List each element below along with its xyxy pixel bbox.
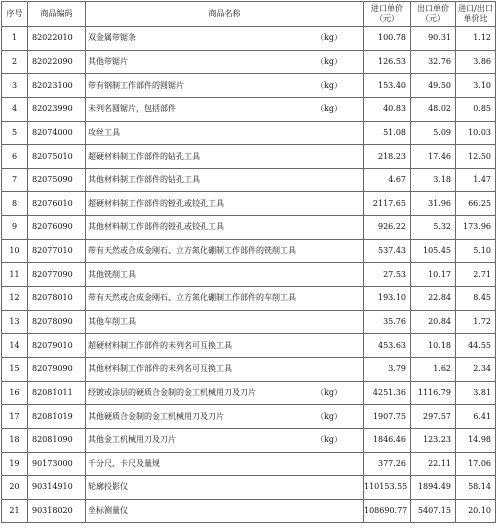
cell-ratio: 17.06 [456,452,496,476]
cell-export-price: 22.84 [411,287,456,311]
header-ratio [456,2,496,27]
cell-code: 82078090 [28,310,86,334]
cell-name [86,239,364,263]
cell-name [86,334,364,358]
product-name: 带有天然或合成金刚石、立方氮化硼制工作部件的车削工具 [88,293,296,303]
cell-import-price: 35.76 [364,310,411,334]
cell-ratio: 173.96 [456,216,496,240]
cell-seq: 1 [2,27,28,51]
cell-export-price: 297.57 [411,405,456,429]
header-import-price-line2: （元） [375,14,399,23]
unit-label: （kg） [316,56,342,66]
cell-seq: 16 [2,381,28,405]
cell-code: 82079090 [28,357,86,381]
header-import-price-line1: 进口单价 [371,4,403,13]
cell-export-price: 123.23 [411,428,456,452]
cell-code: 82077010 [28,239,86,263]
header-import-price [364,2,411,27]
cell-import-price: 377.26 [364,452,411,476]
cell-name [86,381,364,405]
product-name: 超硬材料制工作部件的未列名可互换工具 [88,340,232,350]
table-row [2,476,496,500]
cell-name [86,476,364,500]
product-name: 其他硬质合金制的金工机械用刀及刀片 [88,411,224,421]
cell-seq: 20 [2,476,28,500]
cell-export-price: 1894.49 [411,476,456,500]
cell-seq: 3 [2,74,28,98]
table-row [2,310,496,334]
cell-import-price: 108690.77 [364,499,411,523]
cell-ratio: 58.14 [456,476,496,500]
cell-import-price: 218.23 [364,145,411,169]
cell-ratio: 8.45 [456,287,496,311]
cell-seq: 5 [2,121,28,145]
cell-seq: 21 [2,499,28,523]
cell-import-price: 537.43 [364,239,411,263]
cell-name [86,452,364,476]
cell-export-price: 32.76 [411,50,456,74]
unit-label: （kg） [316,387,342,397]
product-name: 其他材料制工作部件的未列名可互换工具 [88,364,232,374]
unit-label: （kg） [316,80,342,90]
cell-code: 82023100 [28,74,86,98]
cell-ratio: 0.85 [456,97,496,121]
cell-name [86,192,364,216]
cell-import-price: 153.40 [364,74,411,98]
cell-name [86,145,364,169]
cell-seq: 13 [2,310,28,334]
table-row [2,405,496,429]
header-name: 商品名称 [86,2,364,27]
cell-import-price: 193.10 [364,287,411,311]
product-name: 带有钢制工作部件的圆锯片 [88,80,184,90]
table-row [2,27,496,51]
cell-ratio: 3.86 [456,50,496,74]
cell-name [86,263,364,287]
table-row [2,452,496,476]
cell-seq: 19 [2,452,28,476]
price-table [1,1,496,523]
cell-export-price: 105.45 [411,239,456,263]
cell-import-price: 100.78 [364,27,411,51]
product-name: 经镀或涂层的硬质合金制的金工机械用刀及刀片 [88,387,256,397]
cell-import-price: 1907.75 [364,405,411,429]
unit-label: （kg） [316,104,342,114]
unit-label: （kg） [316,411,342,421]
product-name: 其他带锯片 [88,56,128,66]
header-export-price-line2: （元） [421,14,445,23]
header-export-price [411,2,456,27]
product-name: 攻丝工具 [88,127,120,137]
cell-code: 82023990 [28,97,86,121]
product-name: 其他材料制工作部件的钻孔工具 [88,175,200,185]
cell-ratio: 14.98 [456,428,496,452]
cell-code: 82078010 [28,287,86,311]
table-row [2,287,496,311]
cell-export-price: 20.84 [411,310,456,334]
cell-export-price: 5.09 [411,121,456,145]
header-seq: 序号 [2,2,28,27]
product-name: 千分尺、卡尺及量规 [88,458,160,468]
cell-export-price: 3.18 [411,168,456,192]
cell-ratio: 1.72 [456,310,496,334]
cell-ratio: 3.10 [456,74,496,98]
table-row [2,145,496,169]
table-row [2,192,496,216]
table-row [2,74,496,98]
cell-name [86,405,364,429]
table-row [2,428,496,452]
cell-ratio: 12.50 [456,145,496,169]
cell-code: 82081019 [28,405,86,429]
product-name: 带有天然或合成金刚石、立方氮化硼制工作部件的铣削工具 [88,246,296,256]
table-row [2,499,496,523]
cell-import-price: 4251.36 [364,381,411,405]
product-name: 双金属带锯条 [88,33,136,43]
product-name: 其他材料制工作部件的镗孔或铰孔工具 [88,222,224,232]
unit-label: （kg） [316,435,342,445]
table-row [2,357,496,381]
cell-code: 82081011 [28,381,86,405]
cell-code: 90173000 [28,452,86,476]
cell-export-price: 22.11 [411,452,456,476]
cell-ratio: 1.47 [456,168,496,192]
header-ratio-line1: 进口/出口 [458,4,493,13]
cell-export-price: 10.17 [411,263,456,287]
table-row [2,216,496,240]
unit-label: （kg） [316,33,342,43]
cell-export-price: 49.50 [411,74,456,98]
cell-export-price: 10.18 [411,334,456,358]
cell-seq: 12 [2,287,28,311]
cell-import-price: 3.79 [364,357,411,381]
cell-code: 82075010 [28,145,86,169]
cell-name [86,287,364,311]
table-row [2,239,496,263]
table-row [2,381,496,405]
product-name: 其他铣削工具 [88,269,136,279]
cell-export-price: 5407.15 [411,499,456,523]
cell-code: 82077090 [28,263,86,287]
product-name: 其他车削工具 [88,317,136,326]
cell-seq: 14 [2,334,28,358]
header-row [2,2,496,27]
cell-ratio: 1.12 [456,27,496,51]
cell-import-price: 1846.46 [364,428,411,452]
cell-seq: 18 [2,428,28,452]
product-name: 轮廓投影仪 [88,482,128,492]
table-row [2,334,496,358]
cell-ratio: 10.03 [456,121,496,145]
cell-code: 82081090 [28,428,86,452]
cell-import-price: 126.53 [364,50,411,74]
cell-ratio: 5.10 [456,239,496,263]
cell-name [86,74,364,98]
product-name: 坐标测量仪 [88,506,128,516]
product-name: 超硬材料制工作部件的钻孔工具 [88,151,200,161]
cell-import-price: 27.53 [364,263,411,287]
cell-name [86,168,364,192]
cell-name [86,428,364,452]
cell-export-price: 90.31 [411,27,456,51]
cell-seq: 10 [2,239,28,263]
cell-code: 82022090 [28,50,86,74]
cell-seq: 2 [2,50,28,74]
cell-code: 90318020 [28,499,86,523]
table-row [2,121,496,145]
cell-export-price: 17.46 [411,145,456,169]
cell-name [86,310,364,334]
cell-seq: 4 [2,97,28,121]
header-ratio-line2: 单价比 [463,14,488,23]
cell-code: 82022010 [28,27,86,51]
cell-seq: 7 [2,168,28,192]
cell-export-price: 1116.79 [411,381,456,405]
table-row [2,97,496,121]
cell-seq: 6 [2,145,28,169]
cell-seq: 17 [2,405,28,429]
cell-code: 82074000 [28,121,86,145]
cell-seq: 11 [2,263,28,287]
table-row [2,50,496,74]
cell-code: 82076090 [28,216,86,240]
cell-seq: 15 [2,357,28,381]
cell-seq: 9 [2,216,28,240]
cell-import-price: 40.83 [364,97,411,121]
cell-export-price: 48.02 [411,97,456,121]
cell-seq: 8 [2,192,28,216]
cell-code: 90314910 [28,476,86,500]
cell-name [86,499,364,523]
cell-import-price: 4.67 [364,168,411,192]
cell-ratio: 20.10 [456,499,496,523]
header-export-price-line1: 出口单价 [417,4,449,13]
cell-export-price: 5.32 [411,216,456,240]
cell-ratio: 2.71 [456,263,496,287]
product-name: 超硬材料制工作部件的镗孔或铰孔工具 [88,198,224,208]
cell-ratio: 44.55 [456,334,496,358]
cell-export-price: 31.96 [411,192,456,216]
cell-name [86,357,364,381]
cell-ratio: 6.41 [456,405,496,429]
cell-name [86,50,364,74]
table-body [2,27,496,523]
table-row [2,263,496,287]
product-name: 其他金工机械用刀及刀片 [88,435,176,445]
cell-code: 82079010 [28,334,86,358]
cell-import-price: 453.63 [364,334,411,358]
cell-code: 82075090 [28,168,86,192]
cell-name [86,97,364,121]
cell-ratio: 2.34 [456,357,496,381]
table-row [2,168,496,192]
cell-import-price: 2117.65 [364,192,411,216]
cell-code: 82076010 [28,192,86,216]
cell-name [86,27,364,51]
cell-import-price: 110153.55 [364,476,411,500]
cell-name [86,121,364,145]
cell-ratio: 66.25 [456,192,496,216]
cell-ratio: 3.81 [456,381,496,405]
cell-import-price: 51.08 [364,121,411,145]
cell-export-price: 1.62 [411,357,456,381]
header-code: 商品编码 [28,2,86,27]
product-name: 未列名圆锯片，包括部件 [88,104,176,114]
cell-import-price: 926.22 [364,216,411,240]
cell-name [86,216,364,240]
